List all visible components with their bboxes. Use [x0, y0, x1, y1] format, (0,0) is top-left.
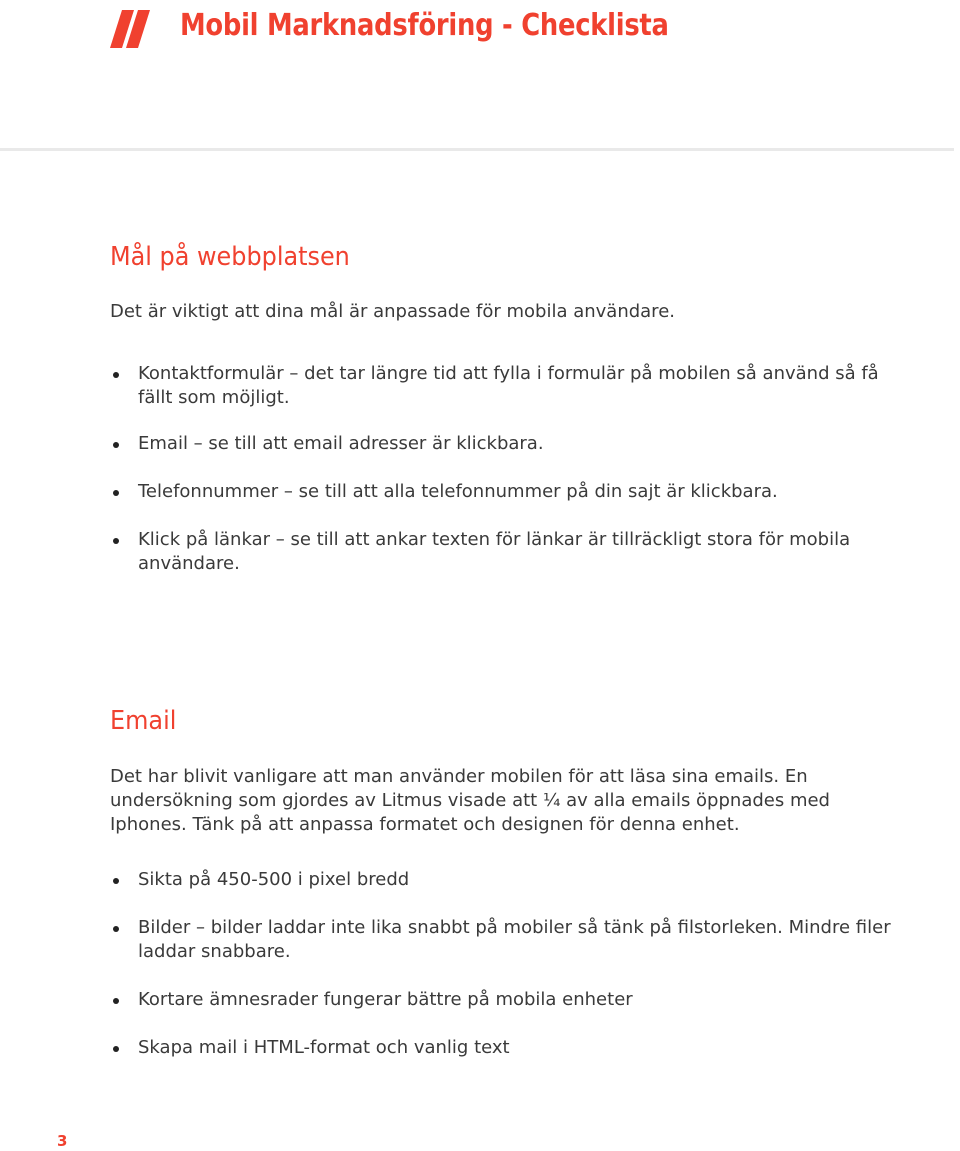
page-title: Mobil Marknadsföring - Checklista [180, 8, 669, 43]
list-item: Email – se till att email adresser är klickbara. [110, 432, 900, 456]
section-intro: Det är viktigt att dina mål är anpassade för mobila användare. [110, 301, 675, 322]
header-divider [0, 148, 954, 151]
section-intro: Det har blivit vanligare att man använder mobilen för att läsa sina emails. En undersökning som gjordes av Litmus visade att ¼ av alla emails öppnades med Iphones. Tänk på att anpassa formatet och designen för denna enhet. [110, 766, 830, 835]
page-header [0, 0, 960, 150]
list-item: Sikta på 450-500 i pixel bredd [110, 868, 900, 892]
section-heading: Mål på webbplatsen [110, 242, 350, 272]
section-heading: Email [110, 706, 177, 736]
double-slash-logo-icon [110, 10, 150, 48]
list-item: Skapa mail i HTML-format och vanlig text [110, 1036, 900, 1060]
list-item: Bilder – bilder laddar inte lika snabbt på mobiler så tänk på filstorleken. Mindre filer laddar snabbare. [110, 916, 900, 964]
list-item: Telefonnummer – se till att alla telefonnummer på din sajt är klickbara. [110, 480, 900, 504]
section-email [110, 706, 910, 1058]
list-item: Klick på länkar – se till att ankar texten för länkar är tillräckligt stora för mobila användare. [110, 528, 900, 576]
list-item: Kontaktformulär – det tar längre tid att fylla i formulär på mobilen så använd så få fällt som möjligt. [110, 362, 900, 410]
page-number: 3 [57, 1132, 68, 1150]
section-mal-pa-webbplatsen [110, 242, 910, 574]
list-item: Kortare ämnesrader fungerar bättre på mobila enheter [110, 988, 900, 1012]
